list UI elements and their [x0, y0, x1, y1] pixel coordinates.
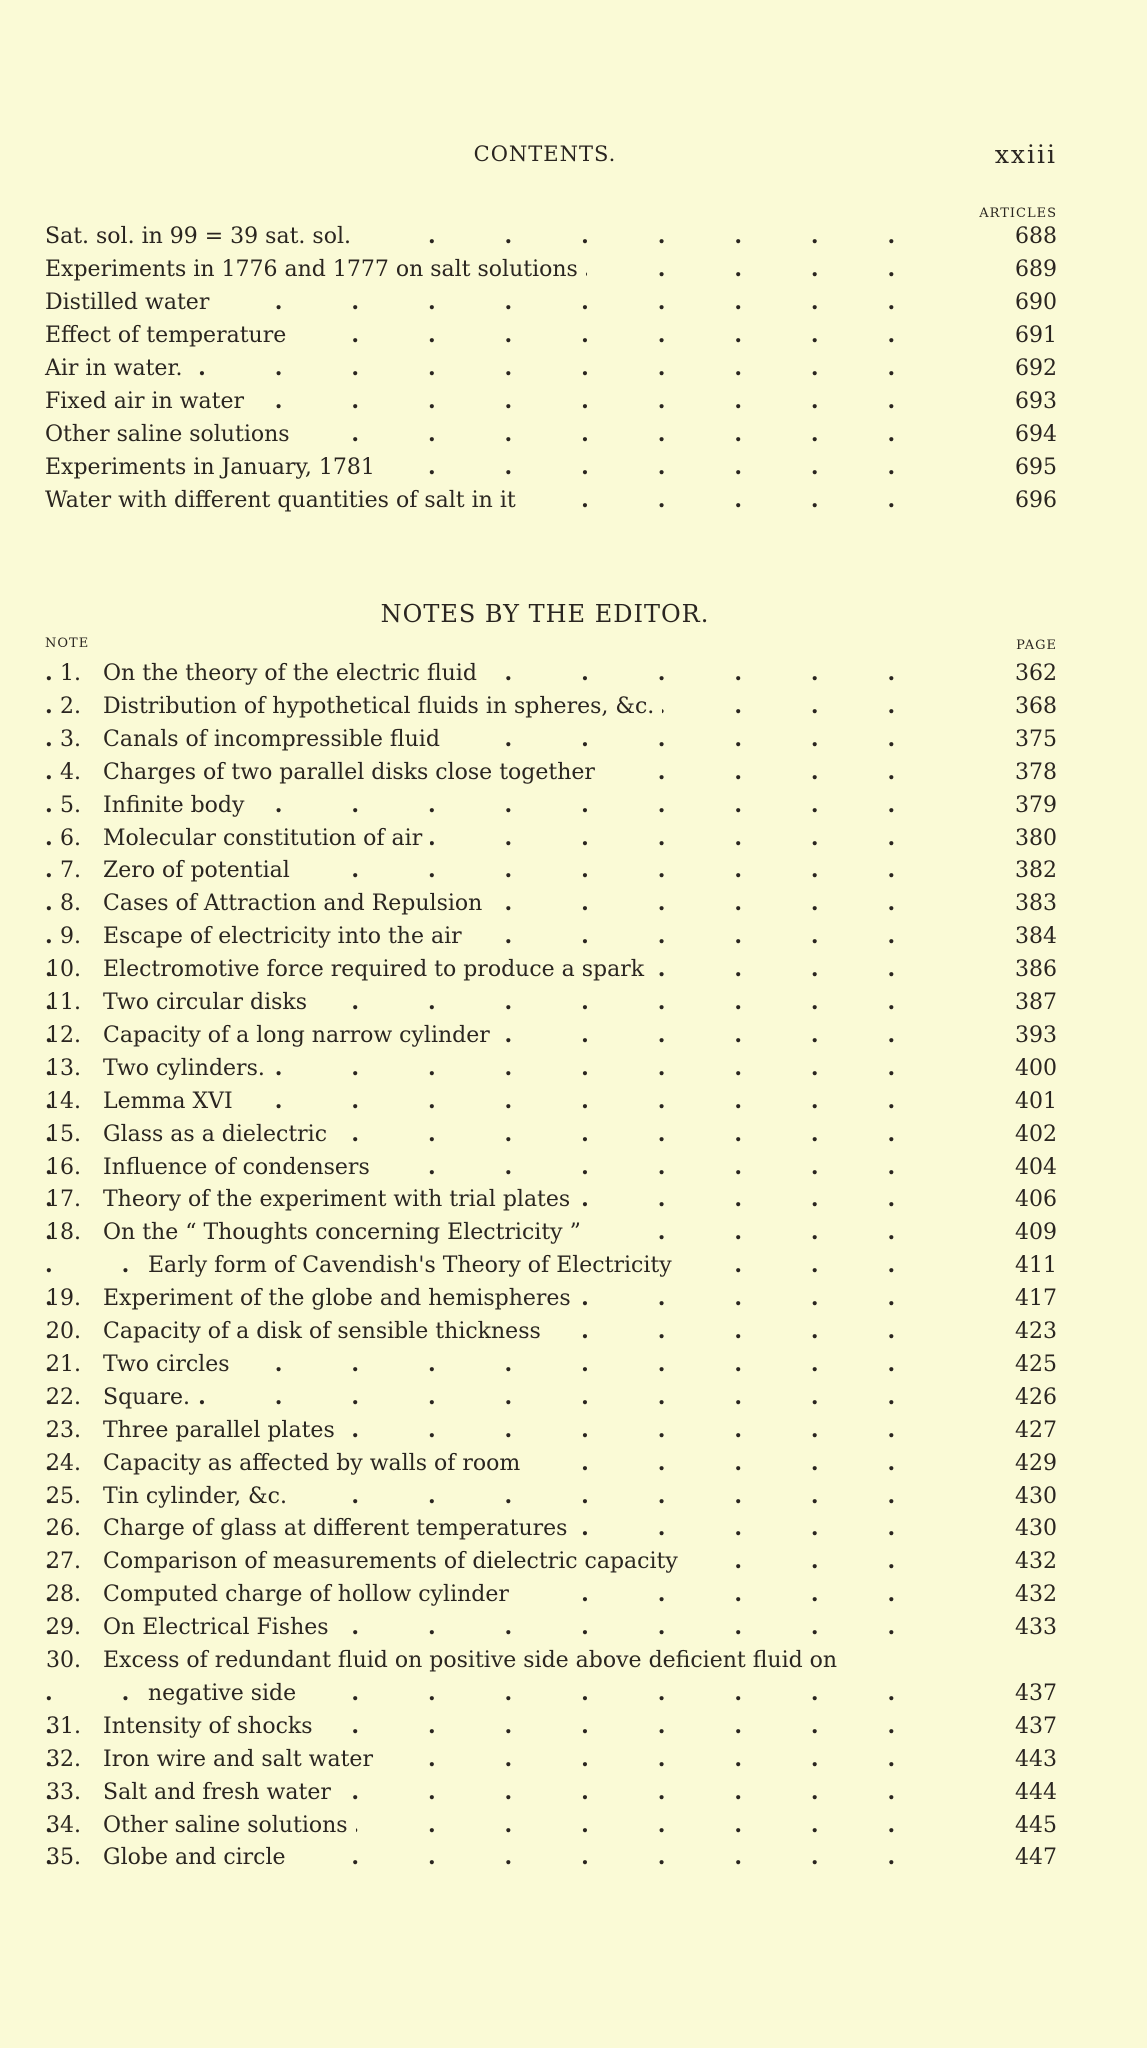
entry-reference: 404 — [1015, 1154, 1057, 1180]
entry-reference: 426 — [1015, 1384, 1057, 1410]
article-entry — [45, 484, 1057, 517]
note-entry — [45, 1512, 1057, 1545]
note-entry — [45, 1249, 1057, 1282]
note-number: 22. — [46, 1384, 81, 1410]
entry-title: negative side — [148, 1677, 304, 1710]
entry-title: Electromotive force required to produce a spark — [103, 953, 652, 986]
entry-reference: 445 — [1015, 1812, 1057, 1838]
entry-reference: 423 — [1015, 1319, 1057, 1344]
note-number: 15. — [46, 1121, 81, 1147]
note-number: 11. — [46, 990, 81, 1015]
page-number: xxiii — [994, 140, 1057, 169]
note-entry — [45, 1545, 1057, 1578]
note-number: 29. — [46, 1615, 81, 1641]
note-entry — [45, 1183, 1057, 1216]
note-number: 9. — [60, 924, 81, 950]
entry-title: Other saline solutions — [45, 418, 298, 451]
note-number: 16. — [46, 1154, 81, 1180]
note-entry — [45, 1743, 1057, 1776]
entry-reference: 393 — [1015, 1022, 1057, 1048]
entry-reference: 696 — [1015, 488, 1057, 513]
entry-title: Globe and circle — [103, 1841, 294, 1874]
entry-reference: 406 — [1015, 1187, 1057, 1213]
entry-reference: 694 — [1015, 422, 1057, 447]
article-entry — [45, 385, 1057, 418]
note-entry — [45, 1776, 1057, 1809]
running-title: CONTENTS. — [473, 142, 617, 166]
entry-title: On the “ Thoughts concerning Electricity ” — [103, 1216, 589, 1249]
entry-title: Excess of redundant fluid on positive side above deficient fluid on — [103, 1644, 845, 1677]
note-number: 5. — [60, 792, 81, 818]
entry-title: Capacity of a long narrow cylinder — [103, 1019, 498, 1052]
note-number: 28. — [46, 1582, 81, 1608]
note-entry — [45, 1644, 1045, 1677]
notes-section-title: NOTES BY THE EDITOR. — [380, 600, 710, 628]
note-number: 3. — [60, 726, 81, 752]
entry-reference: 375 — [1015, 726, 1057, 752]
note-entry — [45, 1085, 1057, 1118]
note-entry — [45, 1809, 1057, 1842]
article-entry — [45, 352, 1057, 385]
page-header — [45, 138, 1057, 178]
note-entry — [45, 1348, 1057, 1381]
note-entry — [45, 1052, 1057, 1085]
entry-reference: 383 — [1015, 891, 1057, 917]
note-number: 20. — [46, 1319, 81, 1344]
entry-reference: 695 — [1015, 455, 1057, 480]
entry-title: Escape of electricity into the air — [103, 920, 470, 953]
note-entry — [45, 920, 1057, 953]
entry-title: Computed charge of hollow cylinder — [103, 1578, 517, 1611]
entry-title: Two circles — [103, 1348, 238, 1381]
note-entry — [45, 723, 1057, 756]
entry-title: Infinite body — [103, 789, 252, 822]
note-entry — [45, 1151, 1057, 1184]
note-number: 1. — [60, 661, 81, 686]
entry-reference: 437 — [1015, 1680, 1057, 1706]
entry-reference: 693 — [1015, 389, 1057, 414]
note-entry — [45, 1578, 1057, 1611]
entry-reference: 362 — [1015, 661, 1057, 686]
entry-reference: 411 — [1015, 1253, 1057, 1279]
note-number: 27. — [46, 1549, 81, 1575]
entry-title: Salt and fresh water — [103, 1776, 339, 1809]
page-column-label: PAGE — [1016, 638, 1057, 653]
note-number: 19. — [46, 1286, 81, 1312]
entry-title: Cases of Attraction and Repulsion — [103, 887, 490, 920]
entry-reference: 437 — [1015, 1713, 1057, 1739]
note-number: 25. — [46, 1483, 81, 1509]
note-number: 4. — [60, 759, 81, 785]
note-number: 12. — [46, 1022, 81, 1048]
note-entry — [45, 1710, 1057, 1743]
article-entry — [45, 253, 1057, 286]
entry-title: Tin cylinder, &c. — [103, 1480, 295, 1513]
entry-title: Air in water. — [45, 352, 191, 385]
entry-reference: 382 — [1015, 858, 1057, 884]
note-number: 35. — [46, 1845, 81, 1871]
note-number: 13. — [46, 1055, 81, 1081]
entry-title: Intensity of shocks — [103, 1710, 321, 1743]
note-entry — [45, 1480, 1057, 1513]
article-entry — [45, 220, 1057, 253]
entry-reference: 401 — [1015, 1088, 1057, 1114]
note-number: 31. — [46, 1713, 81, 1739]
entry-reference: 380 — [1015, 825, 1057, 851]
entry-reference: 433 — [1015, 1615, 1057, 1641]
entry-reference: 430 — [1015, 1516, 1057, 1542]
entry-title: Effect of temperature — [45, 319, 294, 352]
entry-title: Molecular constitution of air — [103, 822, 430, 855]
note-entry — [45, 1447, 1057, 1480]
note-entry — [45, 887, 1057, 920]
entry-reference: 691 — [1015, 323, 1057, 348]
note-column-label: NOTE — [45, 636, 90, 651]
entry-reference: 443 — [1015, 1746, 1057, 1772]
articles-column-label: ARTICLES — [979, 206, 1057, 221]
entry-reference: 690 — [1015, 290, 1057, 315]
note-entry — [45, 657, 1057, 690]
note-number: 33. — [46, 1779, 81, 1805]
note-entry — [45, 1019, 1057, 1052]
entry-reference: 387 — [1015, 990, 1057, 1015]
entry-reference: 417 — [1015, 1286, 1057, 1312]
note-number: 10. — [46, 957, 81, 983]
article-entry — [45, 286, 1057, 319]
entry-title: Charge of glass at different temperatures — [103, 1512, 575, 1545]
article-entry — [45, 418, 1057, 451]
entry-title: Capacity of a disk of sensible thickness — [103, 1315, 549, 1348]
note-entry — [45, 1611, 1057, 1644]
entry-title: Distilled water — [45, 286, 217, 319]
note-entry — [45, 1315, 1057, 1348]
entry-title: Canals of incompressible fluid — [103, 723, 448, 756]
entry-title: On the theory of the electric fluid — [103, 657, 485, 690]
entry-reference: 402 — [1015, 1121, 1057, 1147]
note-number: 30. — [46, 1648, 81, 1673]
note-entry — [45, 1282, 1057, 1315]
entry-title: Water with different quantities of salt in it — [45, 484, 524, 517]
entry-reference: 384 — [1015, 924, 1057, 950]
entry-title: Three parallel plates — [103, 1414, 343, 1447]
entry-title: Early form of Cavendish's Theory of Electricity — [148, 1249, 680, 1282]
note-number: 17. — [46, 1187, 81, 1213]
entry-title: Theory of the experiment with trial plates — [103, 1183, 578, 1216]
entry-reference: 368 — [1015, 693, 1057, 719]
note-entry — [45, 986, 1057, 1019]
entry-title: Distribution of hypothetical fluids in spheres, &c. — [103, 690, 662, 723]
note-number: 8. — [60, 891, 81, 917]
entry-title: Lemma XVI — [103, 1085, 241, 1118]
entry-title: Experiment of the globe and hemispheres — [103, 1282, 579, 1315]
entry-title: Two circular disks — [103, 986, 315, 1019]
entry-reference: 386 — [1015, 957, 1057, 983]
entry-reference: 429 — [1015, 1450, 1057, 1476]
entry-title: On Electrical Fishes — [103, 1611, 337, 1644]
note-entry — [45, 789, 1057, 822]
note-entry — [45, 1381, 1057, 1414]
note-entry — [45, 690, 1057, 723]
entry-reference: 409 — [1015, 1220, 1057, 1246]
note-number: 34. — [46, 1812, 81, 1838]
entry-title: Charges of two parallel disks close together — [103, 756, 603, 789]
note-entry — [45, 1216, 1057, 1249]
note-entry — [45, 1118, 1057, 1151]
entry-title: Comparison of measurements of dielectric capacity — [103, 1545, 686, 1578]
entry-reference: 425 — [1015, 1351, 1057, 1377]
entry-reference: 447 — [1015, 1845, 1057, 1871]
note-entry — [45, 1414, 1057, 1447]
note-number: 24. — [46, 1450, 81, 1476]
entry-title: Fixed air in water — [45, 385, 252, 418]
note-entry — [45, 1677, 1057, 1710]
entry-title: Sat. sol. in 99 = 39 sat. sol. — [45, 220, 359, 253]
note-entry — [45, 756, 1057, 789]
entry-title: Experiments in 1776 and 1777 on salt solutions — [45, 253, 586, 286]
note-entry — [45, 854, 1057, 887]
book-page — [45, 0, 1057, 2048]
entry-title: Zero of potential — [103, 854, 298, 887]
entry-reference: 688 — [1015, 224, 1057, 249]
note-number: 6. — [60, 825, 81, 851]
note-number: 21. — [46, 1351, 81, 1377]
note-number: 14. — [46, 1088, 81, 1114]
note-entry — [45, 822, 1057, 855]
entry-title: Two cylinders. — [103, 1052, 273, 1085]
entry-reference: 689 — [1015, 257, 1057, 282]
entry-reference: 430 — [1015, 1483, 1057, 1509]
entry-reference: 444 — [1015, 1779, 1057, 1805]
entry-reference: 378 — [1015, 759, 1057, 785]
note-number: 32. — [46, 1746, 81, 1772]
note-number: 7. — [60, 858, 81, 884]
entry-reference: 432 — [1015, 1582, 1057, 1608]
entry-reference: 427 — [1015, 1417, 1057, 1443]
article-entry — [45, 451, 1057, 484]
entry-title: Other saline solutions — [103, 1809, 356, 1842]
entry-reference: 432 — [1015, 1549, 1057, 1575]
note-number: 18. — [46, 1220, 81, 1246]
note-number: 26. — [46, 1516, 81, 1542]
entry-title: Influence of condensers — [103, 1151, 378, 1184]
note-number: 23. — [46, 1417, 81, 1443]
entry-title: Glass as a dielectric — [103, 1118, 335, 1151]
entry-title: Experiments in January, 1781 — [45, 451, 383, 484]
entry-reference: 692 — [1015, 356, 1057, 381]
entry-reference: 400 — [1015, 1055, 1057, 1081]
entry-title: Iron wire and salt water — [103, 1743, 381, 1776]
entry-reference: 379 — [1015, 792, 1057, 818]
entry-title: Square. — [103, 1381, 198, 1414]
note-entry — [45, 953, 1057, 986]
article-entry — [45, 319, 1057, 352]
note-entry — [45, 1841, 1057, 1874]
note-number: 2. — [60, 693, 81, 719]
entry-title: Capacity as affected by walls of room — [103, 1447, 528, 1480]
